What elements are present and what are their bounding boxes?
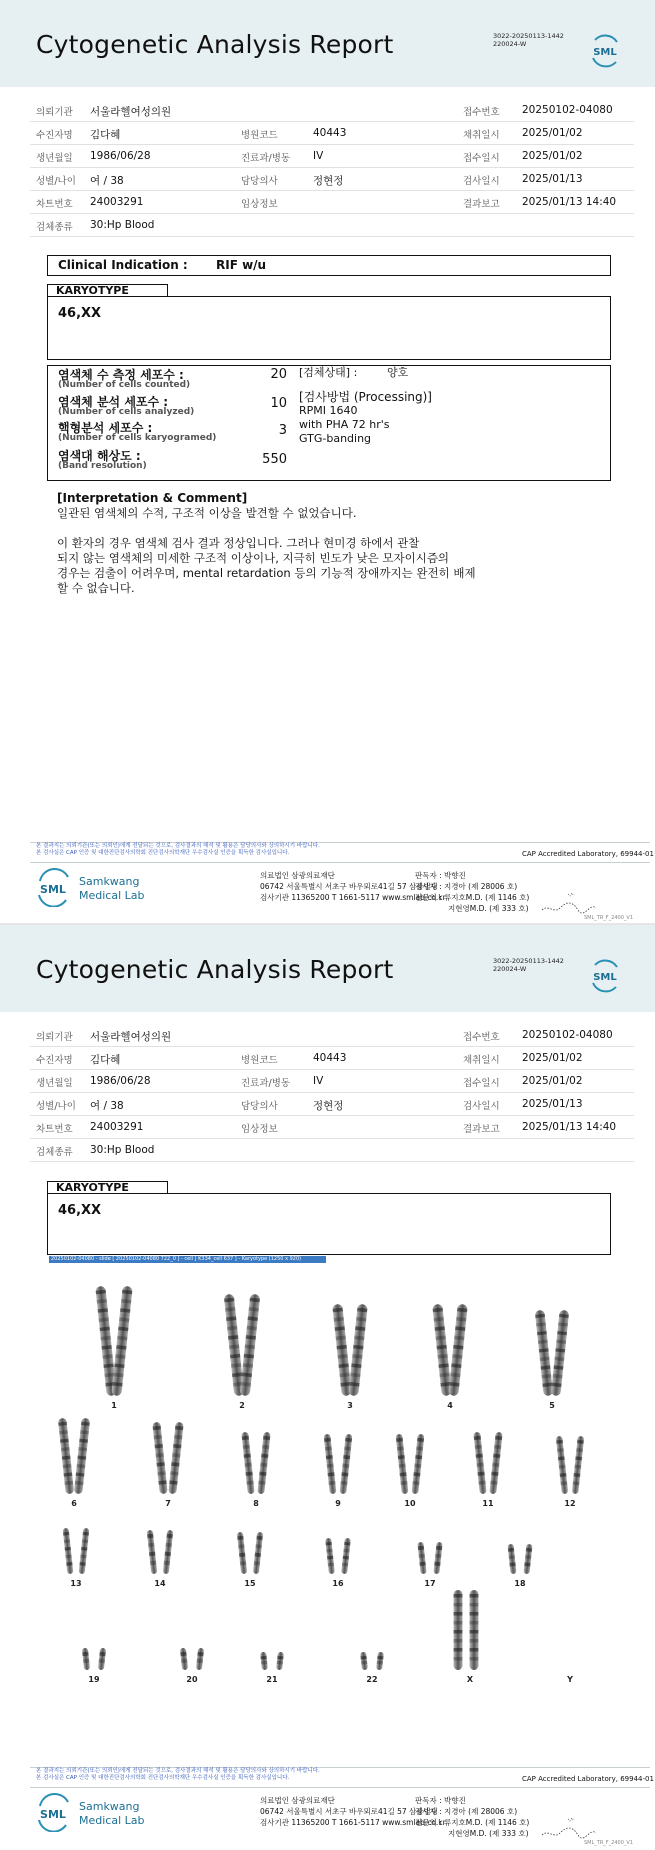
chromosome-band [470, 1639, 479, 1643]
info-row: 검체종류 30:Hp Blood [30, 1139, 634, 1162]
chromosome-band [454, 1639, 463, 1643]
chromosome-label: 2 [239, 1401, 245, 1410]
lab-staff: 판독자 : 박향진 검사자 : 지경아 (제 28006 호) 전문의 : 류지호M.D. (제 1146 호) 지현영M.D. (제 333 호) [415, 871, 530, 913]
chromosome-pair-10 [396, 1434, 425, 1508]
chromosome-band [416, 1446, 423, 1450]
chromosome-band [574, 1473, 581, 1477]
sml-logo-icon [589, 959, 621, 993]
chromosome-pair-7 [152, 1422, 183, 1508]
chromosome-band [470, 1594, 479, 1598]
lab-organization: 의료법인 삼광의료재단 06742 서울특별시 서초구 바우뫼로41길 57 삼광빌딩 검사기관 11365200 T 1661-5117 www.smlab.co.kr [260, 1796, 446, 1827]
chromosome-label: 12 [564, 1499, 576, 1508]
samkwang-logo-icon [36, 1792, 148, 1832]
chromosome-band [345, 1438, 352, 1442]
chromosome-label: 17 [424, 1579, 436, 1588]
chromosome-band [261, 1661, 267, 1665]
chromosome-band [475, 1445, 482, 1449]
chromosome-band [166, 1543, 172, 1547]
svg-text:Medical Lab: Medical Lab [79, 1814, 145, 1827]
chromosome-band [377, 1656, 383, 1660]
chromosome-band [259, 1472, 266, 1476]
cells-analyzed-value: 10 [270, 396, 287, 411]
chromosome-band [492, 1463, 499, 1467]
chromosome-label: 16 [332, 1579, 344, 1588]
chromosome-band [149, 1552, 155, 1556]
chromosome-band [561, 1481, 568, 1485]
chromosome-band [327, 1464, 334, 1468]
chromosome-band [244, 1454, 251, 1458]
chromosome-label: 11 [482, 1499, 494, 1508]
info-row: 성별/나이 여 / 38 담당의사 정현정 검사일시 2025/01/13 [30, 168, 634, 191]
chromosome-band [65, 1547, 71, 1551]
chromosome-band [79, 1562, 85, 1566]
chromosome-label: 18 [514, 1579, 526, 1588]
chromosome-band [413, 1472, 420, 1476]
chromosome-label: 8 [253, 1499, 259, 1508]
chromosome-band [435, 1554, 441, 1558]
chromosome-band [246, 1472, 253, 1476]
chromosome-pair-8 [241, 1432, 270, 1508]
info-row: 의뢰기관 서울라헬여성의원 접수번호 20250102-04080 [30, 1024, 634, 1047]
chromosome-band [478, 1472, 485, 1476]
chromosome-band [470, 1621, 479, 1625]
chromosome-band [490, 1481, 497, 1485]
chromosome-pair-9 [324, 1434, 353, 1508]
chromosome-band [99, 1652, 105, 1656]
chromosome-band [470, 1648, 479, 1652]
chromosome-band [255, 1553, 261, 1557]
chromosome-band [81, 1547, 87, 1551]
chromosome-pair-20 [180, 1648, 204, 1684]
chromosome-band [197, 1652, 203, 1656]
chromosome-band [83, 1659, 89, 1663]
report-code: 3022-20250113-1442 220024-W [493, 957, 564, 973]
chromosome-band [328, 1481, 335, 1485]
specimen-status: [검체상태] : 양호 [299, 366, 409, 379]
karyotype-value: 46,XX [58, 306, 102, 321]
chromosome-band [342, 1464, 349, 1468]
chromosome-band [326, 1455, 333, 1459]
chromosome-band [324, 1438, 331, 1442]
cell-stats-box [47, 365, 611, 481]
chromosome-band [63, 1532, 69, 1536]
chromosome-band [397, 1446, 404, 1450]
karyogram-image-caption: 20250102-04080 - slide [ 20250102-04080 722_0 ] - cell [ K334_cell 637 ] - Karyotype (1250 x 920) [49, 1256, 326, 1263]
chromosome-band [454, 1603, 463, 1607]
chromosome-band [258, 1481, 265, 1485]
chromosome-band [573, 1481, 580, 1485]
chromosome-band [343, 1549, 349, 1553]
chromosome-band [556, 1440, 563, 1444]
chromosome-band [509, 1562, 515, 1566]
chromosome-band [260, 1656, 266, 1660]
chromosome-band [256, 1536, 262, 1540]
lab-staff: 판독자 : 박향진 검사자 : 지경아 (제 28006 호) 전문의 : 류지호M.D. (제 1146 호) 지현영M.D. (제 333 호) [415, 1796, 530, 1838]
info-row: 수진자명 김다혜 병원코드 40443 채취일시 2025/01/02 [30, 1047, 634, 1070]
chromosome-band [474, 1436, 481, 1440]
chromosome-label: 15 [244, 1579, 256, 1588]
form-id: SML_TR_F_2400_V1 [584, 915, 634, 921]
chromosome-band [260, 1463, 267, 1467]
band-resolution-value: 550 [262, 452, 287, 467]
karyotype-tab: KARYOTYPE [47, 1181, 168, 1193]
chromosome-band [377, 1661, 383, 1665]
patient-info-table [30, 1024, 634, 1162]
chromosome-label: X [466, 1675, 474, 1684]
processing-method: [검사방법 (Processing)] RPMI 1640 with PHA 72 hr's GTG-banding [299, 390, 432, 445]
chromosome-band [399, 1464, 406, 1468]
footer-notice: 본 결과지는 의뢰기관(또는 의뢰인)에게 전달되는 것으로, 검사결과의 해석 및 활용은 담당의사와 상의하시기 바랍니다. 본 검사실은 CAP 인증 및 대한진단검사의학회 진단검사의학재단 우수검사실 인증을 획득한 검사실입니다. [36, 843, 320, 856]
chromosome-band [180, 1652, 186, 1656]
chromosome-band [558, 1456, 565, 1460]
info-row: 검체종류 30:Hp Blood [30, 214, 634, 237]
chromosome-band [242, 1436, 249, 1440]
chromosome-pair-4 [432, 1304, 468, 1410]
samkwang-logo-icon [36, 867, 148, 907]
chromosome-band [576, 1448, 583, 1452]
chromosome-band [147, 1534, 153, 1538]
chromosome-band [344, 1446, 351, 1450]
chromosome-band [343, 1455, 350, 1459]
chromosome-label: 4 [447, 1401, 453, 1410]
chromosome-band [470, 1603, 479, 1607]
chromosome-band [418, 1546, 424, 1550]
chromosome-label: 10 [404, 1499, 416, 1508]
chromosome-band [417, 1438, 424, 1442]
chromosome-band [82, 1539, 88, 1543]
karyogram-image [40, 1272, 620, 1712]
karyotype-box [47, 296, 611, 360]
chromosome-band [342, 1563, 348, 1567]
chromosome-band [148, 1543, 154, 1547]
chromosome-band [66, 1562, 72, 1566]
report-header [0, 0, 655, 87]
chromosome-band [454, 1621, 463, 1625]
cells-counted-label: 염색체 수 측정 세포수 : (Number of cells counted) [58, 368, 191, 390]
chromosome-label: 7 [165, 1499, 171, 1508]
chromosome-label: 3 [347, 1401, 353, 1410]
chromosome-pair-13 [63, 1528, 90, 1588]
chromosome-label: 13 [70, 1579, 82, 1588]
report-code: 3022-20250113-1442 220024-W [493, 32, 564, 48]
cells-counted-value: 20 [270, 367, 287, 382]
info-row: 생년월일 1986/06/28 진료과/병동 IV 접수일시 2025/01/02 [30, 1070, 634, 1093]
chromosome-band [509, 1555, 515, 1559]
chromosome-band [341, 1481, 348, 1485]
chromosome-band [419, 1562, 425, 1566]
chromosome-band [245, 1463, 252, 1467]
chromosome-label: 9 [335, 1499, 341, 1508]
chromosome-band [476, 1454, 483, 1458]
chromosome-pair-2 [224, 1294, 261, 1410]
report-header [0, 925, 655, 1012]
chromosome-band [197, 1659, 203, 1663]
band-resolution-label: 염색대 해상도 : (Band resolution) [58, 449, 147, 471]
chromosome-band [243, 1445, 250, 1449]
chromosome-pair-X [454, 1590, 479, 1684]
cells-karyogramed-label: 핵형분석 세포수 : (Number of cells karyogramed) [58, 421, 217, 443]
chromosome-band [165, 1552, 171, 1556]
chromosome-band [470, 1630, 479, 1634]
chromosome-pair-18 [507, 1544, 532, 1588]
chromosome-label: 6 [71, 1499, 77, 1508]
report-title: Cytogenetic Analysis Report [36, 955, 394, 984]
chromosome-pair-15 [237, 1532, 263, 1588]
chromosome-band [99, 1659, 105, 1663]
report-title: Cytogenetic Analysis Report [36, 30, 394, 59]
chromosome-label: 14 [154, 1579, 166, 1588]
chromosome-pair-3 [332, 1304, 368, 1410]
chromosome-pair-6 [58, 1418, 90, 1508]
chromosome-band [256, 1544, 262, 1548]
form-id: SML_TR_F_2400_V1 [584, 1840, 634, 1846]
chromosome-band [64, 1539, 70, 1543]
info-row: 차트번호 24003291 임상정보 결과보고 2025/01/13 14:40 [30, 1116, 634, 1139]
chromosome-band [493, 1454, 500, 1458]
chromosome-label: 5 [549, 1401, 555, 1410]
chromosome-label: 19 [88, 1675, 100, 1684]
chromosome-band [360, 1656, 366, 1660]
cells-analyzed-label: 염색체 분석 세포수 : (Number of cells analyzed) [58, 395, 195, 417]
chromosome-band [494, 1445, 501, 1449]
chromosome-pair-14 [147, 1530, 174, 1588]
chromosome-label: Y [567, 1675, 573, 1684]
chromosome-band [263, 1436, 270, 1440]
chromosome-pair-12 [556, 1436, 584, 1508]
chromosome-band [577, 1440, 584, 1444]
chromosome-pair-17 [417, 1542, 442, 1588]
svg-text:Samkwang: Samkwang [79, 1800, 140, 1813]
chromosome-band [454, 1594, 463, 1598]
chromosome-band [240, 1561, 246, 1565]
chromosome-band [327, 1556, 333, 1560]
chromosome-band [343, 1556, 349, 1560]
chromosome-band [524, 1562, 530, 1566]
interpretation-section: [Interpretation & Comment] 일관된 염색체의 수적, 구조적 이상을 발견할 수 없었습니다. 이 환자의 경우 염색체 검사 결과 정상입니다. 그러나 현미경 하에서 관찰 되지 않는 염색체의 미세한 구조적 이상이나, 지극히 빈도가 낮은 모자이시즘의 경우는 검출이 어려우며, mental retardation 등의 기능적 장애까지는 완전히 배제 할 수 없습니다. [57, 491, 476, 595]
lab-organization: 의료법인 삼광의료재단 06742 서울특별시 서초구 바우뫼로41길 57 삼광빌딩 검사기관 11365200 T 1661-5117 www.smlab.co.kr [260, 871, 446, 902]
chromosome-band [436, 1546, 442, 1550]
chromosome-band [239, 1553, 245, 1557]
chromosome-pair-22 [360, 1652, 384, 1684]
svg-text:Medical Lab: Medical Lab [79, 889, 145, 902]
info-row: 생년월일 1986/06/28 진료과/병동 IV 접수일시 2025/01/02 [30, 145, 634, 168]
chromosome-band [80, 1554, 86, 1558]
chromosome-band [398, 1455, 405, 1459]
chromosome-band [341, 1472, 348, 1476]
chromosome-band [575, 1456, 582, 1460]
chromosome-band [83, 1532, 89, 1536]
svg-text:SML: SML [593, 972, 617, 983]
svg-text:SML: SML [593, 47, 617, 58]
chromosome-band [181, 1659, 187, 1663]
cap-accreditation: CAP Accredited Laboratory, 69944-01 [522, 850, 654, 858]
karyotype-box [47, 1193, 611, 1255]
chromosome-pair-16 [325, 1538, 351, 1588]
chromosome-band [508, 1548, 514, 1552]
info-row: 수진자명 김다혜 병원코드 40443 채취일시 2025/01/02 [30, 122, 634, 145]
chromosome-band [277, 1656, 283, 1660]
chromosome-band [164, 1561, 170, 1565]
signature-icon [538, 880, 608, 920]
chromosome-label: 20 [186, 1675, 198, 1684]
chromosome-band [526, 1548, 532, 1552]
chromosome-band [326, 1549, 332, 1553]
chromosome-band [400, 1481, 407, 1485]
chromosome-band [328, 1563, 334, 1567]
footer-notice: 본 결과지는 의뢰기관(또는 의뢰인)에게 전달되는 것으로, 검사결과의 해석 및 활용은 담당의사와 상의하시기 바랍니다. 본 검사실은 CAP 인증 및 대한진단검사의학회 진단검사의학재단 우수검사실 인증을 획득한 검사실입니다. [36, 1768, 320, 1781]
info-row: 차트번호 24003291 임상정보 결과보고 2025/01/13 14:40 [30, 191, 634, 214]
chromosome-label: 1 [111, 1401, 117, 1410]
info-row: 성별/나이 여 / 38 담당의사 정현정 검사일시 2025/01/13 [30, 1093, 634, 1116]
chromosome-pair-Y [566, 1675, 573, 1684]
chromosome-band [326, 1542, 332, 1546]
chromosome-band [557, 1448, 564, 1452]
chromosome-band [491, 1472, 498, 1476]
chromosome-band [454, 1612, 463, 1616]
chromosome-band [414, 1464, 421, 1468]
chromosome-band [361, 1661, 367, 1665]
chromosome-pair-1 [95, 1286, 132, 1410]
chromosome-band [525, 1555, 531, 1559]
sml-logo-icon [589, 34, 621, 68]
chromosome-band [470, 1612, 479, 1616]
chromosome-band [454, 1630, 463, 1634]
chromosome-band [477, 1463, 484, 1467]
chromosome-band [454, 1648, 463, 1652]
chromosome-band [413, 1481, 420, 1485]
chromosome-band [82, 1652, 88, 1656]
cells-karyogramed-value: 3 [278, 423, 287, 438]
chromosome-band [400, 1472, 407, 1476]
patient-info-table [30, 99, 634, 237]
chromosome-band [238, 1544, 244, 1548]
chromosome-band [415, 1455, 422, 1459]
cap-accreditation: CAP Accredited Laboratory, 69944-01 [522, 1775, 654, 1783]
chromosome-label: 22 [366, 1675, 378, 1684]
svg-text:SML: SML [40, 1808, 66, 1821]
chromosome-pair-5 [535, 1310, 569, 1410]
chromosome-band [262, 1445, 269, 1449]
chromosome-band [560, 1473, 567, 1477]
chromosome-band [325, 1446, 332, 1450]
chromosome-band [166, 1534, 172, 1538]
chromosome-band [65, 1554, 71, 1558]
chromosome-band [254, 1561, 260, 1565]
signature-icon [538, 1805, 608, 1845]
clinical-indication-box: Clinical Indication : RIF w/u [47, 255, 611, 276]
chromosome-band [396, 1438, 403, 1442]
info-row: 의뢰기관 서울라헬여성의원 접수번호 20250102-04080 [30, 99, 634, 122]
chromosome-band [434, 1562, 440, 1566]
chromosome-band [246, 1481, 253, 1485]
chromosome-band [277, 1661, 283, 1665]
chromosome-band [237, 1536, 243, 1540]
karyotype-tab: KARYOTYPE [47, 284, 168, 296]
chromosome-band [470, 1657, 479, 1661]
chromosome-band [261, 1454, 268, 1458]
svg-text:SML: SML [40, 883, 66, 896]
chromosome-band [344, 1542, 350, 1546]
chromosome-label: 21 [266, 1675, 278, 1684]
chromosome-pair-21 [260, 1652, 284, 1684]
chromosome-band [150, 1561, 156, 1565]
chromosome-pair-19 [82, 1648, 106, 1684]
chromosome-band [495, 1436, 502, 1440]
chromosome-band [559, 1465, 566, 1469]
chromosome-pair-11 [473, 1432, 502, 1508]
chromosome-band [574, 1465, 581, 1469]
chromosome-band [454, 1657, 463, 1661]
chromosome-band [328, 1472, 335, 1476]
karyotype-value: 46,XX [58, 1203, 102, 1218]
chromosome-band [419, 1554, 425, 1558]
chromosome-band [478, 1481, 485, 1485]
svg-text:Samkwang: Samkwang [79, 875, 140, 888]
